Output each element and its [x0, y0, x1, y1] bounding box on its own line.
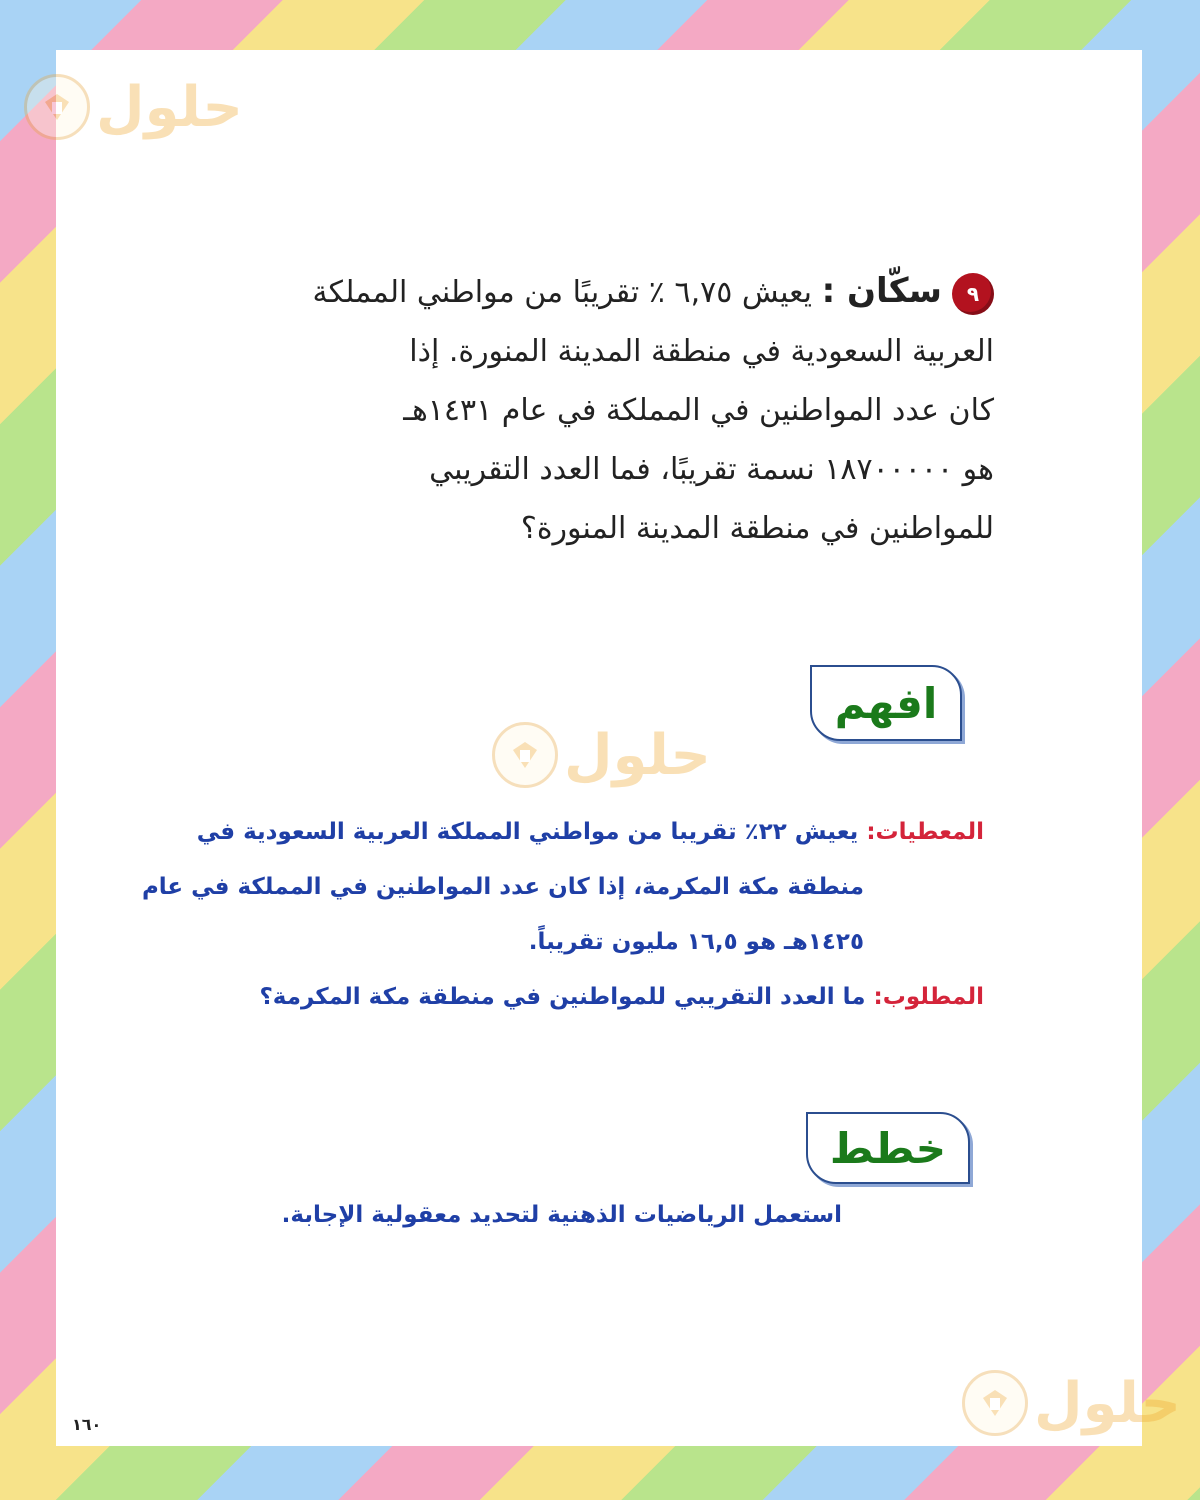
understand-label-text: افهم	[834, 678, 938, 728]
required-text: ما العدد التقريبي للمواطنين في منطقة مكة المكرمة؟	[259, 984, 874, 1010]
given-label: المعطيات:	[866, 819, 984, 845]
required-label: المطلوب:	[873, 984, 984, 1010]
page-sheet	[56, 50, 1181, 1446]
watermark-text: حلول	[96, 74, 243, 140]
watermark-logo	[962, 1370, 1181, 1436]
plan-label-text: خطط	[829, 1123, 947, 1173]
book-icon	[24, 74, 90, 140]
understand-label	[810, 665, 962, 741]
problem-line-1: يعيش ٦,٧٥ ٪ تقريبًا من مواطني المملكة	[312, 275, 813, 310]
given-line-2: منطقة مكة المكرمة، إذا كان عدد المواطنين في المملكة في عام	[141, 874, 864, 900]
plan-text: استعمل الرياضيات الذهنية لتحديد معقولية الإجابة.	[281, 1202, 842, 1228]
problem-keyword: سكّان :	[821, 271, 942, 311]
given-section	[124, 805, 984, 1025]
watermark-text: حلول	[564, 722, 711, 788]
problem-line-5: للمواطنين في منطقة المدينة المنورة؟	[520, 511, 994, 546]
watermark-logo	[492, 722, 711, 788]
page-number: ١٦٠	[72, 1415, 102, 1434]
given-line-1	[124, 805, 984, 860]
given-line-3: ١٤٢٥هـ هو ١٦,٥ مليون تقريباً.	[528, 929, 864, 955]
plan-label	[806, 1112, 970, 1184]
problem-line-3: كان عدد المواطنين في المملكة في عام ١٤٣١هـ	[403, 393, 994, 428]
book-icon	[962, 1370, 1028, 1436]
watermark-text: حلول	[1034, 1370, 1181, 1436]
question-number-badge: ٩	[952, 273, 994, 315]
problem-line-2: العربية السعودية في منطقة المدينة المنورة. إذا	[409, 334, 994, 369]
required-line	[124, 970, 984, 1025]
problem-line	[274, 262, 994, 322]
problem-line-4: هو ١٨٧٠٠٠٠٠ نسمة تقريبًا، فما العدد التقريبي	[429, 452, 994, 487]
watermark-logo	[24, 74, 243, 140]
book-icon	[492, 722, 558, 788]
given-text-1: يعيش ٢٢٪ تقريبا من مواطني المملكة العربية السعودية في	[196, 819, 867, 845]
problem-statement	[274, 262, 994, 558]
